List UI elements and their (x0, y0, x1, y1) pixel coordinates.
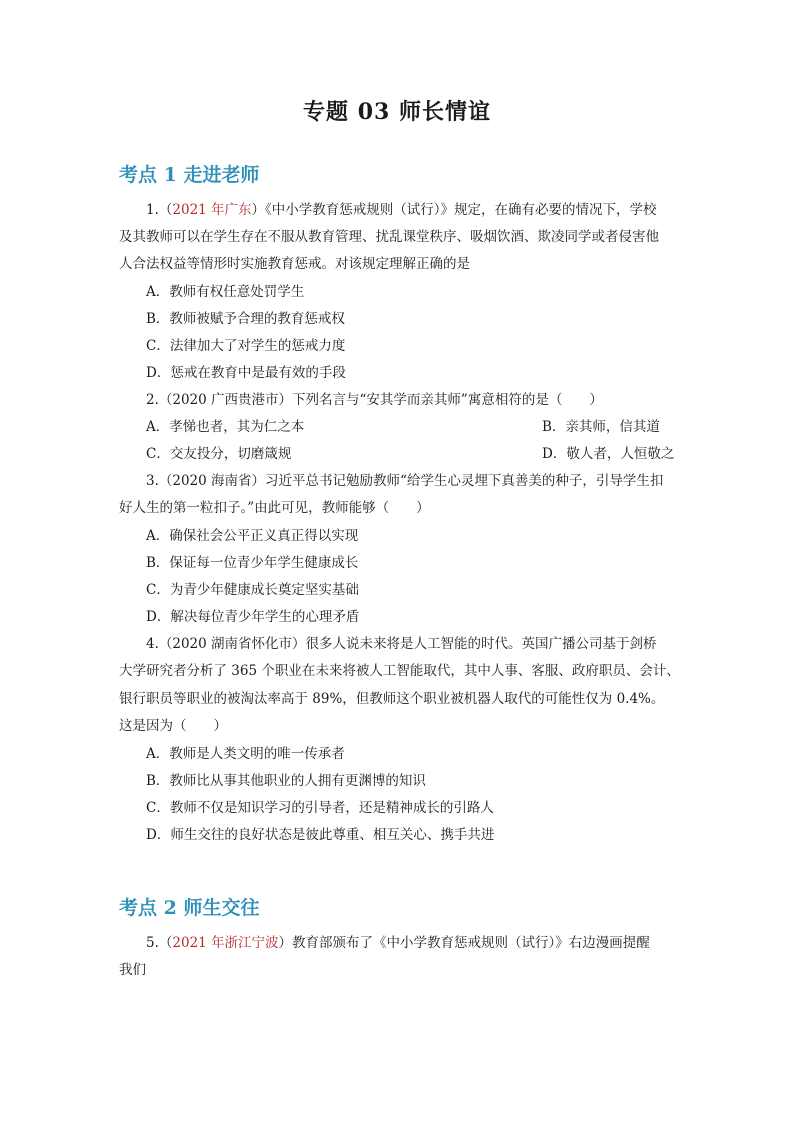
q5-stem-line-2: 我们 (119, 962, 146, 978)
q1-source: 2021 年广东 (172, 202, 252, 218)
q3-option-d: D．解决每位青少年学生的心理矛盾 (146, 609, 360, 625)
q4-option-b: B．教师比从事其他职业的人拥有更渊博的知识 (146, 773, 426, 789)
q5-stem-line-1 (146, 934, 702, 952)
q1-stem-line-1 (146, 201, 702, 219)
q5-number: 5.（ (146, 935, 173, 951)
q4-stem-line-4: 这是因为（ ） (119, 718, 227, 734)
section-heading-2: 考点 2 师生交往 (119, 897, 260, 919)
q2-option-b: B．亲其师，信其道 (542, 419, 660, 435)
q3-stem-line-2: 好人生的第一粒扣子。”由此可见，教师能够（ ） (119, 500, 430, 516)
q2-option-d: D．敬人者，人恒敬之 (542, 446, 675, 462)
q1-option-d: D．惩戒在教育中是最有效的手段 (146, 365, 346, 381)
q2-options-row-1 (146, 418, 702, 436)
q5-source: 2021 年浙江宁波 (172, 935, 279, 951)
q1-stem-line-3: 人合法权益等情形时实施教育惩戒。对该规定理解正确的是 (119, 256, 470, 272)
q3-option-c: C．为青少年健康成长奠定坚实基础 (146, 582, 359, 598)
q2-option-c: C．交友投分，切磨箴规 (146, 446, 292, 462)
q4-stem-line-1: 4.（2020 湖南省怀化市）很多人说未来将是人工智能的时代。英国广播公司基于剑桥 (146, 636, 657, 652)
page-title: 专题 03 师长情谊 (303, 99, 491, 125)
q3-stem-line-1: 3.（2020 海南省）习近平总书记勉励教师“给学生心灵埋下真善美的种子，引导学生扣 (146, 473, 664, 489)
q1-option-b: B．教师被赋予合理的教育惩戒权 (146, 311, 345, 327)
q1-option-c: C．法律加大了对学生的惩戒力度 (146, 338, 346, 354)
q2-options-row-2 (146, 445, 702, 463)
q1-stem-line-2: 及其教师可以在学生存在不服从教育管理、扰乱课堂秩序、吸烟饮酒、欺凌同学或者侵害他 (119, 229, 659, 245)
q1-stem-text: ）《中小学教育惩戒规则（试行）》规定，在确有必要的情况下，学校 (251, 202, 657, 218)
q2-stem: 2.（2020 广西贵港市）下列名言与“安其学而亲其师”寓意相符的是（ ） (146, 392, 603, 408)
section-heading-1: 考点 1 走进老师 (119, 164, 260, 186)
q4-option-a: A．教师是人类文明的唯一传承者 (146, 746, 345, 762)
q1-option-a: A．教师有权任意处罚学生 (146, 284, 305, 300)
q4-option-d: D．师生交往的良好状态是彼此尊重、相互关心、携手共进 (146, 827, 495, 843)
q2-option-a: A．孝悌也者，其为仁之本 (146, 419, 305, 435)
q3-option-a: A．确保社会公平正义真正得以实现 (146, 528, 359, 544)
q3-option-b: B．保证每一位青少年学生健康成长 (146, 555, 359, 571)
q5-stem-text: ）教育部颁布了《中小学教育惩戒规则（试行）》右边漫画提醒 (278, 935, 650, 951)
q4-stem-line-3: 银行职员等职业的被淘汰率高于 89%，但教师这个职业被机器人取代的可能性仅为 0.4%。 (119, 691, 665, 707)
q4-option-c: C．教师不仅是知识学习的引导者，还是精神成长的引路人 (146, 800, 494, 816)
q1-number: 1.（ (146, 202, 173, 218)
q4-stem-line-2: 大学研究者分析了 365 个职业在未来将被人工智能取代，其中人事、客服、政府职员、会计、 (119, 663, 680, 679)
